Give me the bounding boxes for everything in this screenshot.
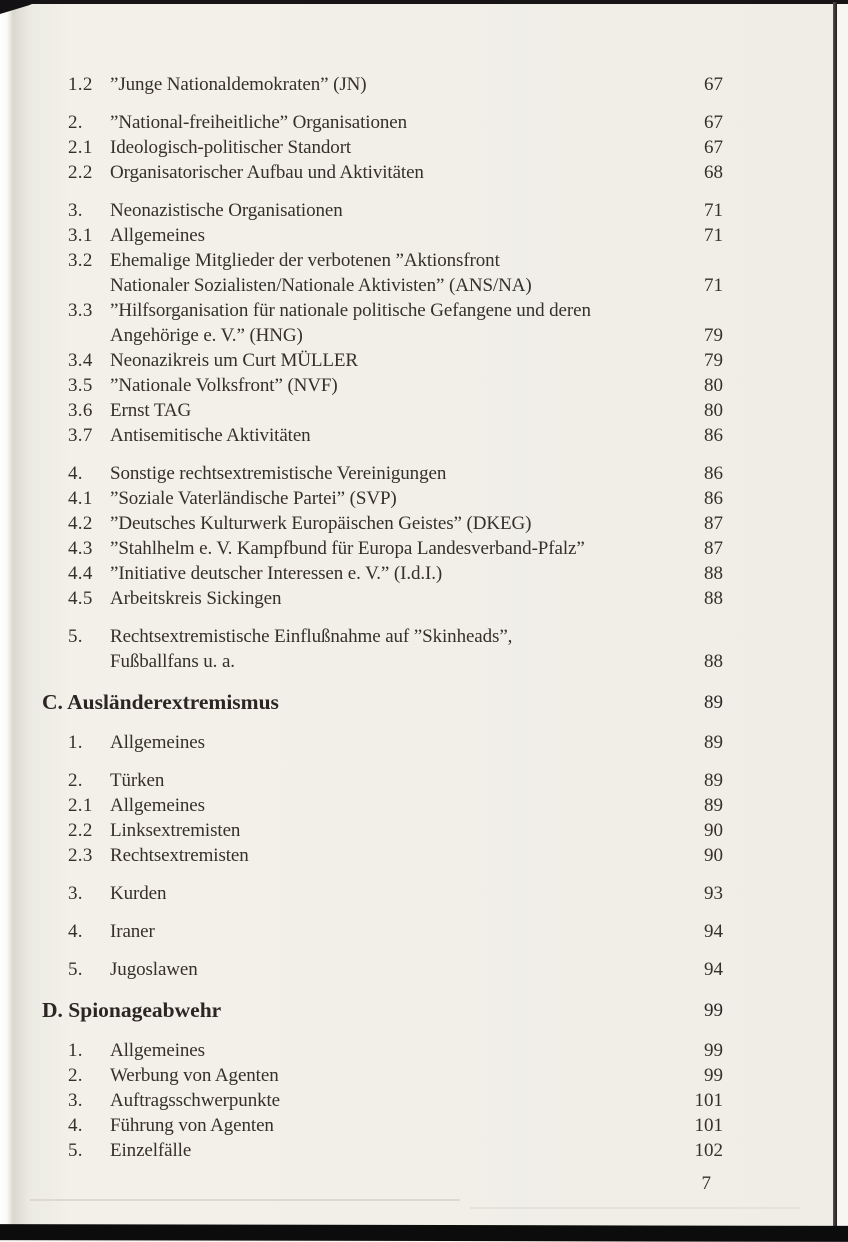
entry-page-number: 80 <box>704 400 723 421</box>
entry-title-line: Iraner <box>110 921 155 942</box>
entry-title <box>110 110 667 135</box>
entry-title <box>110 461 667 486</box>
toc-group <box>68 198 723 448</box>
entry-title-line: ”Initiative deutscher Interessen e. V.” (I.d.I.) <box>110 563 443 584</box>
entry-number: 4.1 <box>68 488 93 509</box>
entry-title-line: Einzelfälle <box>110 1140 192 1161</box>
table-of-contents <box>42 72 723 1196</box>
toc-group <box>68 881 723 906</box>
entry-title-line: ”National-freiheitliche” Organisationen <box>110 112 407 133</box>
entry-title-line: Antisemitische Aktivitäten <box>110 425 311 446</box>
entry-title <box>110 298 667 348</box>
scan-bottom-bar <box>0 1224 848 1242</box>
toc-group <box>68 1038 723 1163</box>
entry-title <box>110 818 667 843</box>
entry-title <box>110 561 667 586</box>
entry-title-line: Allgemeines <box>110 225 205 246</box>
toc-entry <box>68 919 723 944</box>
entry-number: 3.3 <box>68 300 93 321</box>
entry-number: 4.3 <box>68 538 93 559</box>
entry-number: 2.2 <box>68 162 93 183</box>
entry-page-number: 87 <box>704 513 723 534</box>
entry-title <box>110 223 667 248</box>
entry-page-number: 88 <box>704 651 723 672</box>
toc-entry <box>68 818 723 843</box>
entry-title-line: Rechtsextremistische Einflußnahme auf ”Skinheads”, <box>110 626 513 647</box>
entry-title <box>110 1113 667 1138</box>
toc-entry <box>68 586 723 611</box>
entry-number: 4.4 <box>68 563 93 584</box>
entry-page-number: 79 <box>704 325 723 346</box>
entry-number: 3. <box>68 200 83 221</box>
toc-group <box>68 461 723 611</box>
toc-entry <box>68 1113 723 1138</box>
toc-entry <box>68 957 723 982</box>
entry-page-number: 90 <box>704 820 723 841</box>
heading-page-number: 89 <box>704 692 723 713</box>
toc-entry <box>68 511 723 536</box>
section-heading: D. Spionageabwehr <box>42 998 222 1022</box>
entry-title <box>110 843 667 868</box>
entry-title-line: ”Hilfsorganisation für nationale politische Gefangene und deren <box>110 300 591 321</box>
entry-page-number: 71 <box>704 200 723 221</box>
toc-entry <box>68 348 723 373</box>
toc-entry <box>68 486 723 511</box>
toc-entry <box>68 298 723 348</box>
entry-title <box>110 586 667 611</box>
entry-page-number: 80 <box>704 375 723 396</box>
entry-number: 3.5 <box>68 375 93 396</box>
entry-number: 3.6 <box>68 400 93 421</box>
entry-number: 3.2 <box>68 250 93 271</box>
entry-title-line: Türken <box>110 770 165 791</box>
entry-title <box>110 398 667 423</box>
entry-page-number: 99 <box>704 1065 723 1086</box>
toc-entry <box>68 72 723 97</box>
entry-number: 2.3 <box>68 845 93 866</box>
entry-number: 3. <box>68 883 83 904</box>
entry-page-number: 93 <box>704 883 723 904</box>
entry-page-number: 67 <box>704 137 723 158</box>
entry-page-number: 86 <box>704 488 723 509</box>
entry-title <box>110 793 667 818</box>
toc-entry <box>68 730 723 755</box>
entry-number: 3. <box>68 1090 83 1111</box>
entry-title-line: ”Soziale Vaterländische Partei” (SVP) <box>110 488 397 509</box>
toc-group <box>68 919 723 944</box>
entry-title <box>110 160 667 185</box>
entry-page-number: 94 <box>704 959 723 980</box>
entry-title-line: Arbeitskreis Sickingen <box>110 588 282 609</box>
entry-title <box>110 1038 667 1063</box>
entry-page-number: 101 <box>694 1115 723 1136</box>
entry-title <box>110 373 667 398</box>
entry-number: 5. <box>68 1140 83 1161</box>
toc-group <box>68 110 723 185</box>
entry-title-line: ”Junge Nationaldemokraten” (JN) <box>110 74 367 95</box>
entry-page-number: 102 <box>694 1140 723 1161</box>
entry-title-line: Jugoslawen <box>110 959 198 980</box>
entry-page-number: 68 <box>704 162 723 183</box>
entry-title-line: Werbung von Agenten <box>110 1065 279 1086</box>
entry-title-line: Allgemeines <box>110 1040 205 1061</box>
toc-entry <box>68 223 723 248</box>
toc-entry <box>68 881 723 906</box>
entry-number: 4. <box>68 1115 83 1136</box>
toc-entry <box>68 461 723 486</box>
entry-title <box>110 730 667 755</box>
entry-title <box>110 248 667 298</box>
entry-page-number: 71 <box>704 225 723 246</box>
toc-entry <box>68 398 723 423</box>
entry-title <box>110 1088 667 1113</box>
scan-right-edge-line <box>833 2 837 1226</box>
toc-entry <box>68 423 723 448</box>
toc-entry <box>68 793 723 818</box>
toc-entry <box>68 1138 723 1163</box>
section-heading: C. Ausländerextremismus <box>42 690 279 714</box>
entry-number: 4.2 <box>68 513 93 534</box>
toc-entry <box>68 1063 723 1088</box>
entry-title <box>110 919 667 944</box>
entry-title <box>110 1138 667 1163</box>
entry-title-line: Ehemalige Mitglieder der verbotenen ”Aktionsfront <box>110 250 500 271</box>
entry-title-line: Angehörige e. V.” (HNG) <box>110 325 303 346</box>
entry-title <box>110 511 667 536</box>
entry-page-number: 86 <box>704 463 723 484</box>
entry-title <box>110 423 667 448</box>
entry-number: 2. <box>68 1065 83 1086</box>
entry-title-line: Ernst TAG <box>110 400 192 421</box>
toc-entry <box>68 1038 723 1063</box>
entry-title-line: ”Nationale Volksfront” (NVF) <box>110 375 338 396</box>
entry-number: 5. <box>68 959 83 980</box>
entry-page-number: 67 <box>704 112 723 133</box>
scan-top-edge <box>0 0 848 4</box>
entry-number: 3.7 <box>68 425 93 446</box>
entry-number: 1.2 <box>68 74 93 95</box>
entry-title-line: Organisatorischer Aufbau und Aktivitäten <box>110 162 424 183</box>
entry-page-number: 67 <box>704 74 723 95</box>
toc-entry <box>68 160 723 185</box>
entry-title <box>110 768 667 793</box>
entry-title <box>110 1063 667 1088</box>
section-heading-row <box>42 995 723 1025</box>
entry-page-number: 94 <box>704 921 723 942</box>
entry-title-line: ”Stahlhelm e. V. Kampfbund für Europa Landesverband-Pfalz” <box>110 538 585 559</box>
entry-page-number: 99 <box>704 1040 723 1061</box>
scan-artifact-line <box>30 1199 460 1201</box>
entry-number: 2. <box>68 770 83 791</box>
entry-page-number: 86 <box>704 425 723 446</box>
toc-entry <box>68 110 723 135</box>
entry-number: 4.5 <box>68 588 93 609</box>
entry-page-number: 90 <box>704 845 723 866</box>
entry-title <box>110 957 667 982</box>
toc-group <box>68 624 723 674</box>
entry-page-number: 89 <box>704 770 723 791</box>
entry-title <box>110 135 667 160</box>
entry-page-number: 89 <box>704 732 723 753</box>
entry-page-number: 79 <box>704 350 723 371</box>
toc-list <box>42 72 723 1163</box>
scan-artifact-line <box>470 1207 800 1209</box>
toc-entry <box>68 843 723 868</box>
entry-title-line: Führung von Agenten <box>110 1115 274 1136</box>
toc-entry <box>68 373 723 398</box>
entry-number: 3.1 <box>68 225 93 246</box>
toc-group <box>68 957 723 982</box>
entry-title-line: Neonazikreis um Curt MÜLLER <box>110 350 358 371</box>
entry-page-number: 71 <box>704 275 723 296</box>
heading-page-number: 99 <box>704 1000 723 1021</box>
entry-title <box>110 348 667 373</box>
entry-title-line: Allgemeines <box>110 795 205 816</box>
entry-title-line: Allgemeines <box>110 732 205 753</box>
section-heading-row <box>42 687 723 717</box>
entry-page-number: 88 <box>704 588 723 609</box>
entry-page-number: 101 <box>694 1090 723 1111</box>
entry-number: 2. <box>68 112 83 133</box>
entry-page-number: 89 <box>704 795 723 816</box>
entry-title <box>110 536 667 561</box>
page-number: 7 <box>701 1173 711 1194</box>
entry-page-number: 87 <box>704 538 723 559</box>
entry-page-number: 88 <box>704 563 723 584</box>
entry-title-line: Ideologisch-politischer Standort <box>110 137 352 158</box>
toc-entry <box>68 561 723 586</box>
entry-title-line: Linksextremisten <box>110 820 241 841</box>
entry-title-line: Nationaler Sozialisten/Nationale Aktivisten” (ANS/NA) <box>110 275 532 296</box>
toc-group <box>68 730 723 755</box>
entry-number: 1. <box>68 1040 83 1061</box>
entry-title-line: Neonazistische Organisationen <box>110 200 343 221</box>
entry-title <box>110 881 667 906</box>
entry-number: 2.1 <box>68 137 93 158</box>
entry-title-line: Fußballfans u. a. <box>110 651 235 672</box>
entry-number: 1. <box>68 732 83 753</box>
toc-group <box>68 768 723 868</box>
toc-entry <box>68 624 723 674</box>
entry-number: 4. <box>68 463 83 484</box>
toc-entry <box>68 536 723 561</box>
entry-title <box>110 198 667 223</box>
toc-group <box>68 72 723 97</box>
entry-number: 3.4 <box>68 350 93 371</box>
entry-title-line: ”Deutsches Kulturwerk Europäischen Geistes” (DKEG) <box>110 513 532 534</box>
entry-title-line: Sonstige rechtsextremistische Vereinigungen <box>110 463 447 484</box>
entry-title <box>110 72 667 97</box>
entry-title <box>110 624 667 674</box>
toc-entry <box>68 768 723 793</box>
toc-entry <box>68 248 723 298</box>
entry-number: 2.2 <box>68 820 93 841</box>
entry-title-line: Kurden <box>110 883 167 904</box>
entry-number: 4. <box>68 921 83 942</box>
toc-entry <box>68 1088 723 1113</box>
entry-title-line: Rechtsextremisten <box>110 845 249 866</box>
toc-entry <box>68 135 723 160</box>
toc-entry <box>68 198 723 223</box>
entry-title <box>110 486 667 511</box>
entry-title-line: Auftragsschwerpunkte <box>110 1090 281 1111</box>
entry-number: 2.1 <box>68 795 93 816</box>
entry-number: 5. <box>68 626 83 647</box>
